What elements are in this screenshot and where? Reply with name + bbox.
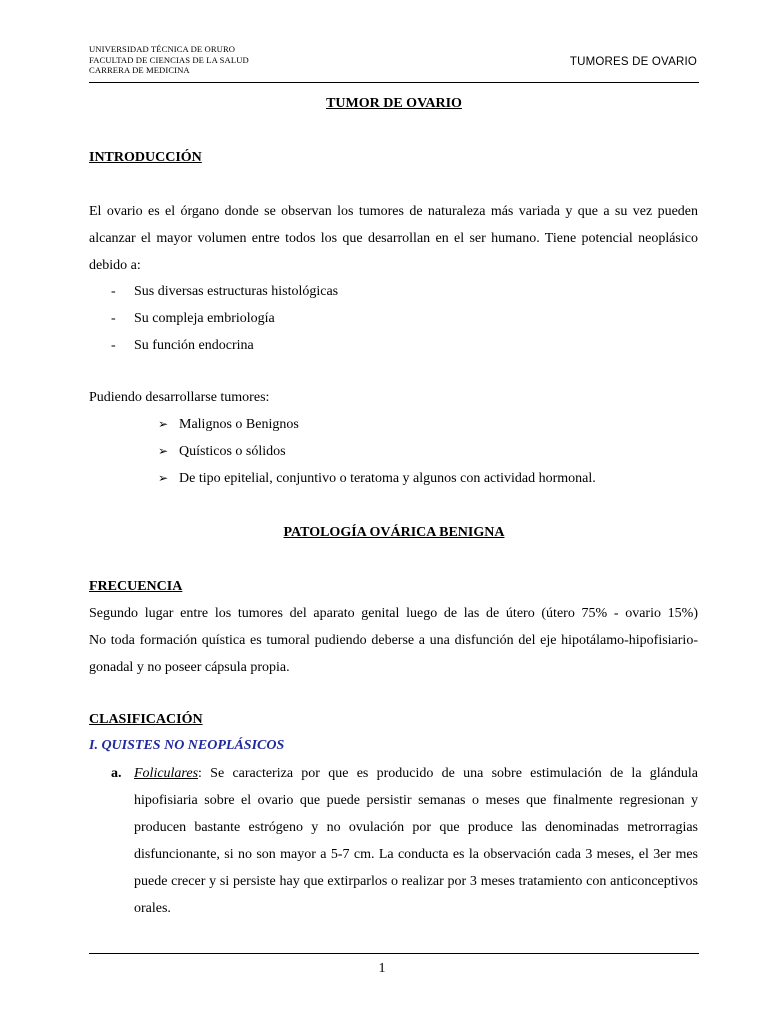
list-item-text: Malignos o Benignos [179,417,299,432]
arrow-bullet-icon: ➢ [158,471,169,485]
list-item [89,332,689,359]
header-running-title: TUMORES DE OVARIO [569,56,697,68]
dash-bullet-icon: - [111,284,116,299]
item-body [134,760,698,922]
document-title: TUMOR DE OVARIO [326,96,462,111]
item-term: Foliculares [134,766,199,781]
tumors-lead-text: Pudiendo desarrollarse tumores: [89,390,270,405]
page-header [89,44,699,76]
list-item [158,465,698,492]
section-heading-frecuencia: FRECUENCIA [89,579,183,594]
intro-paragraph: El ovario es el órgano donde se observan los tumores de naturaleza más variada y que a su vez pueden alcanzar el mayor volumen entre todos los que desarrollan en el ser humano. Tiene potencial neoplásico debido a: [89,204,698,273]
frequency-paragraph: No toda formación quística es tumoral pudiendo deberse a una disfunción del eje hipotálamo-hipofisiario-gonadal y no poseer cápsula propia. [89,633,698,675]
section-heading-patologia-benigna: PATOLOGÍA OVÁRICA BENIGNA [283,525,505,540]
list-item-text: Su función endocrina [134,338,254,353]
list-item-text: Sus diversas estructuras histológicas [134,284,339,299]
section-heading-clasificacion: CLASIFICACIÓN [89,712,203,727]
institution-line: CARRERA DE MEDICINA [89,65,190,75]
dash-list [89,278,689,359]
arrow-bullet-icon: ➢ [158,444,169,458]
list-item-text: De tipo epitelial, conjuntivo o teratoma y algunos con actividad hormonal. [179,471,596,486]
subsection-heading: I. QUISTES NO NEOPLÁSICOS [89,738,285,753]
section-heading-introduccion: INTRODUCCIÓN [89,150,202,165]
dash-bullet-icon: - [111,311,116,326]
list-item [158,411,698,438]
footer-divider [89,953,699,954]
arrow-bullet-icon: ➢ [158,417,169,431]
header-divider [89,82,699,83]
list-item-text: Quísticos o sólidos [179,444,286,459]
frequency-line: Segundo lugar entre los tumores del aparato genital luego de las de útero (útero 75% - ovario 15%) [89,606,698,621]
list-item-text: Su compleja embriología [134,311,275,326]
item-marker: a. [111,766,122,781]
page-number: 1 [378,961,386,976]
list-item [89,278,689,305]
item-text: : Se caracteriza por que es producido de una sobre estimulación de la glándula hipofisiaria sobre el ovario que puede persistir semanas o meses que finalmente regresionan y producen bastante estrógeno y no ovulación por que produce las denominadas metrorragias disfuncionante, si no son mayor a 5-7 cm. La conducta es la observación cada 3 meses, el 3er mes puede crecer y si persiste hay que extirparlos o realizar por 3 meses tratamiento con anticonceptivos orales. [134,766,698,916]
institution-line: UNIVERSIDAD TÉCNICA DE ORURO [89,44,236,54]
institution-line: FACULTAD DE CIENCIAS DE LA SALUD [89,54,249,65]
dash-bullet-icon: - [111,338,116,353]
list-item [158,438,698,465]
arrow-list [158,411,698,492]
list-item [89,305,689,332]
